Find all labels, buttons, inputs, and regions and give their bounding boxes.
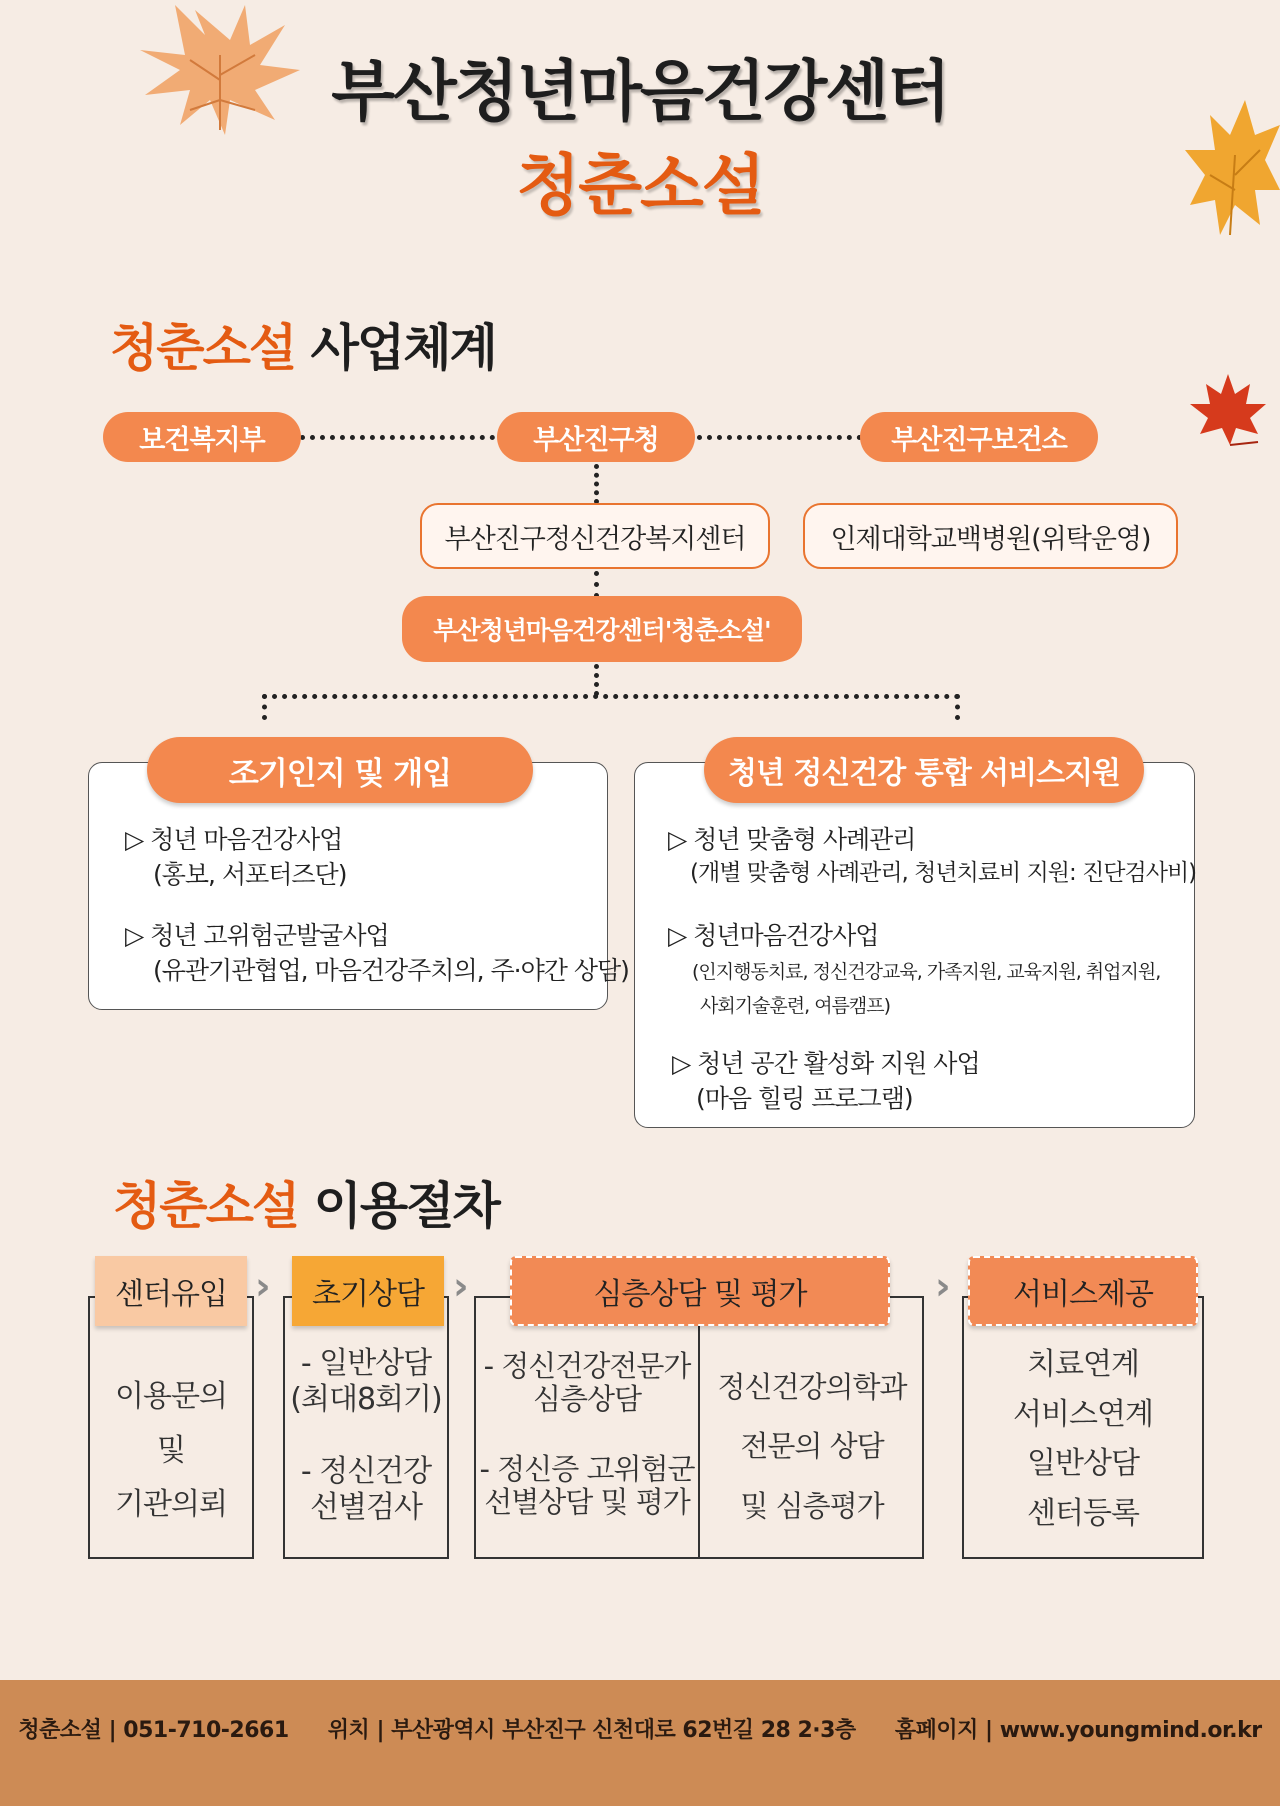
service-item-detail: (개별 맞춤형 사례관리, 청년치료비 지원: 진단검사비) [690, 860, 1197, 886]
step-line: 일반상담 [1027, 1446, 1139, 1481]
step-text-initial-counseling [283, 1346, 449, 1526]
footer-name-phone: 청춘소설 | 051-710-2661 [18, 1718, 289, 1743]
step-line: - 정신건강 [300, 1454, 432, 1489]
step-line: 심층상담 [532, 1382, 642, 1417]
service-item [125, 822, 346, 892]
service-item-detail: (인지행동치료, 정신건강교육, 가족지원, 교육지원, 취업지원, [692, 961, 1161, 983]
step-text-in-depth-left [474, 1350, 700, 1519]
step-line: 및 [157, 1433, 185, 1468]
connector-line [300, 435, 495, 440]
service-item-title: ▷ 청년 공간 활성화 지원 사업 [672, 1049, 980, 1078]
service-item [668, 918, 1160, 1021]
chevron-right-icon: › [935, 1264, 951, 1308]
step-line: (최대8회기) [290, 1382, 442, 1417]
connector-line [594, 664, 599, 696]
service-card-title: 청년 정신건강 통합 서비스지원 [704, 737, 1144, 803]
org-node-health-center: 부산진구보건소 [860, 412, 1098, 462]
service-item-detail: (마음 힐링 프로그램) [696, 1084, 913, 1113]
connector-line [262, 694, 960, 699]
org-node-ministry: 보건복지부 [103, 412, 301, 462]
section-heading-text: 사업체계 [310, 319, 496, 377]
service-item-detail: (유관기관협업, 마음건강주치의, 주·야간 상담) [153, 956, 629, 985]
connector-line [594, 464, 599, 504]
org-node-inje-hospital: 인제대학교백병원(위탁운영) [803, 503, 1178, 569]
step-line: 선별상담 및 평가 [484, 1485, 690, 1520]
step-line: 전문의 상담 [740, 1429, 884, 1464]
step-text-intake [88, 1370, 254, 1532]
org-node-youth-center: 부산청년마음건강센터'청춘소설' [402, 596, 802, 662]
step-line: 및 심층평가 [740, 1488, 884, 1523]
service-item-title: ▷ 청년 맞춤형 사례관리 [668, 825, 916, 854]
connector-line [594, 571, 599, 598]
step-line: 선별검사 [310, 1490, 422, 1525]
chevron-right-icon: › [453, 1264, 469, 1308]
step-text-service [962, 1340, 1204, 1538]
step-label-intake: 센터유입 [95, 1256, 247, 1326]
step-line: 정신건강의학과 [717, 1370, 907, 1404]
step-line: - 정신건강전문가 [483, 1349, 691, 1383]
step-line: 이용문의 [115, 1379, 227, 1414]
section-heading-accent: 청춘소설 [110, 319, 296, 377]
service-item-title: ▷ 청년 고위험군발굴사업 [125, 921, 389, 950]
chevron-right-icon: › [255, 1264, 271, 1308]
org-node-mental-health-welfare-center: 부산진구정신건강복지센터 [420, 503, 770, 569]
service-item [672, 1046, 980, 1116]
step-line: 기관의뢰 [115, 1487, 227, 1522]
maple-leaf-icon [1188, 372, 1268, 447]
step-text-in-depth-right [700, 1358, 924, 1536]
step-label-in-depth: 심층상담 및 평가 [510, 1256, 890, 1326]
section-heading-procedure [113, 1166, 499, 1238]
service-item [125, 918, 629, 988]
service-item-title: ▷ 청년 마음건강사업 [125, 825, 343, 854]
section-heading-text: 이용절차 [313, 1177, 499, 1235]
footer-info [0, 1713, 1280, 1744]
org-node-district-office: 부산진구청 [497, 412, 695, 462]
section-heading-system [110, 308, 496, 380]
service-item-title: ▷ 청년마음건강사업 [668, 921, 879, 950]
step-line: 치료연계 [1027, 1347, 1139, 1382]
service-item-detail: (홍보, 서포터즈단) [153, 860, 347, 889]
service-card-title: 조기인지 및 개입 [147, 737, 533, 803]
step-label-initial-counseling: 초기상담 [292, 1256, 444, 1326]
connector-line [955, 694, 960, 720]
footer-homepage[interactable]: 홈페이지 | www.youngmind.or.kr [894, 1718, 1262, 1743]
service-item-detail: 사회기술훈련, 여름캠프) [700, 995, 891, 1017]
section-heading-accent: 청춘소설 [113, 1177, 299, 1235]
step-line: - 정신증 고위험군 [479, 1451, 695, 1486]
footer-location: 위치 | 부산광역시 부산진구 신천대로 62번길 28 2·3층 [327, 1718, 856, 1743]
connector-line [262, 694, 267, 720]
service-item [668, 822, 1196, 889]
step-line: 서비스연계 [1013, 1396, 1153, 1432]
page-title: 부산청년마음건강센터 [331, 53, 949, 130]
connector-line [697, 435, 862, 440]
step-line: 센터등록 [1027, 1495, 1139, 1531]
page-subtitle: 청춘소설 [516, 147, 764, 224]
step-label-service: 서비스제공 [968, 1256, 1198, 1326]
step-line: - 일반상담 [300, 1346, 432, 1381]
